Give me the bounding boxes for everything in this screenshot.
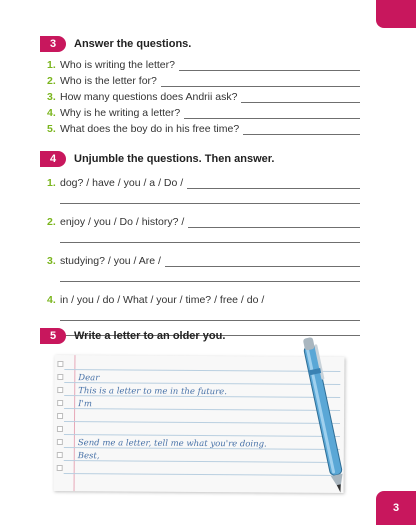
answer-line[interactable] [60, 203, 360, 204]
pen-icon [300, 330, 350, 500]
binder-hole [57, 361, 63, 367]
answer-line[interactable] [188, 216, 360, 228]
binder-hole [57, 387, 63, 393]
answer-line[interactable] [165, 255, 360, 267]
answer-line[interactable] [187, 177, 360, 189]
letter-line-signoff: Best, [77, 451, 100, 462]
section-5-badge: 5 [40, 328, 66, 344]
question-row: 5. What does the boy do in his free time? [40, 119, 360, 135]
section-4-badge: 4 [40, 151, 66, 167]
section-3 [40, 36, 360, 135]
unjumble-row: 2. enjoy / you / Do / history? / [40, 212, 360, 228]
answer-line[interactable] [179, 59, 360, 71]
letter-line-request: Send me a letter, tell me what you're doing. [77, 438, 267, 450]
letter-line-im: I'm [78, 399, 92, 410]
binder-hole [57, 439, 63, 445]
answer-line[interactable] [161, 75, 360, 87]
answer-line[interactable] [60, 320, 360, 321]
binder-hole [57, 452, 63, 458]
answer-line[interactable] [243, 123, 360, 135]
section-4 [40, 151, 360, 336]
binder-hole [57, 413, 63, 419]
binder-hole [57, 465, 63, 471]
section-3-header [40, 36, 360, 52]
corner-tab [376, 0, 416, 28]
section-3-badge: 3 [40, 36, 66, 52]
unjumble-row: 3. studying? / you / Are / [40, 251, 360, 267]
section-3-title: Answer the questions. [74, 38, 192, 50]
unjumble-row: 4. in / you / do / What / your / time? / free / do / [47, 294, 265, 306]
answer-line[interactable] [241, 91, 360, 103]
question-row: 2. Who is the letter for? [40, 71, 360, 87]
unjumble-row: 1. dog? / have / you / a / Do / [40, 173, 360, 189]
question-row: 3. How many questions does Andrii ask? [40, 87, 360, 103]
paper-margin-line [74, 355, 76, 491]
answer-line[interactable] [184, 107, 360, 119]
section-4-header [40, 151, 360, 167]
letter-line-greeting: Dear [78, 373, 100, 384]
section-5-title: Write a letter to an older you. [74, 330, 226, 342]
question-row: 1. Who is writing the letter? [40, 55, 360, 71]
letter-line-intro: This is a letter to me in the future. [78, 386, 227, 398]
question-row: 4. Why is he writing a letter? [40, 103, 360, 119]
page-number: 3 [376, 491, 416, 525]
binder-hole [57, 426, 63, 432]
answer-line[interactable] [60, 281, 360, 282]
answer-line[interactable] [60, 242, 360, 243]
binder-hole [57, 400, 63, 406]
section-4-title: Unjumble the questions. Then answer. [74, 153, 275, 165]
binder-hole [57, 374, 63, 380]
